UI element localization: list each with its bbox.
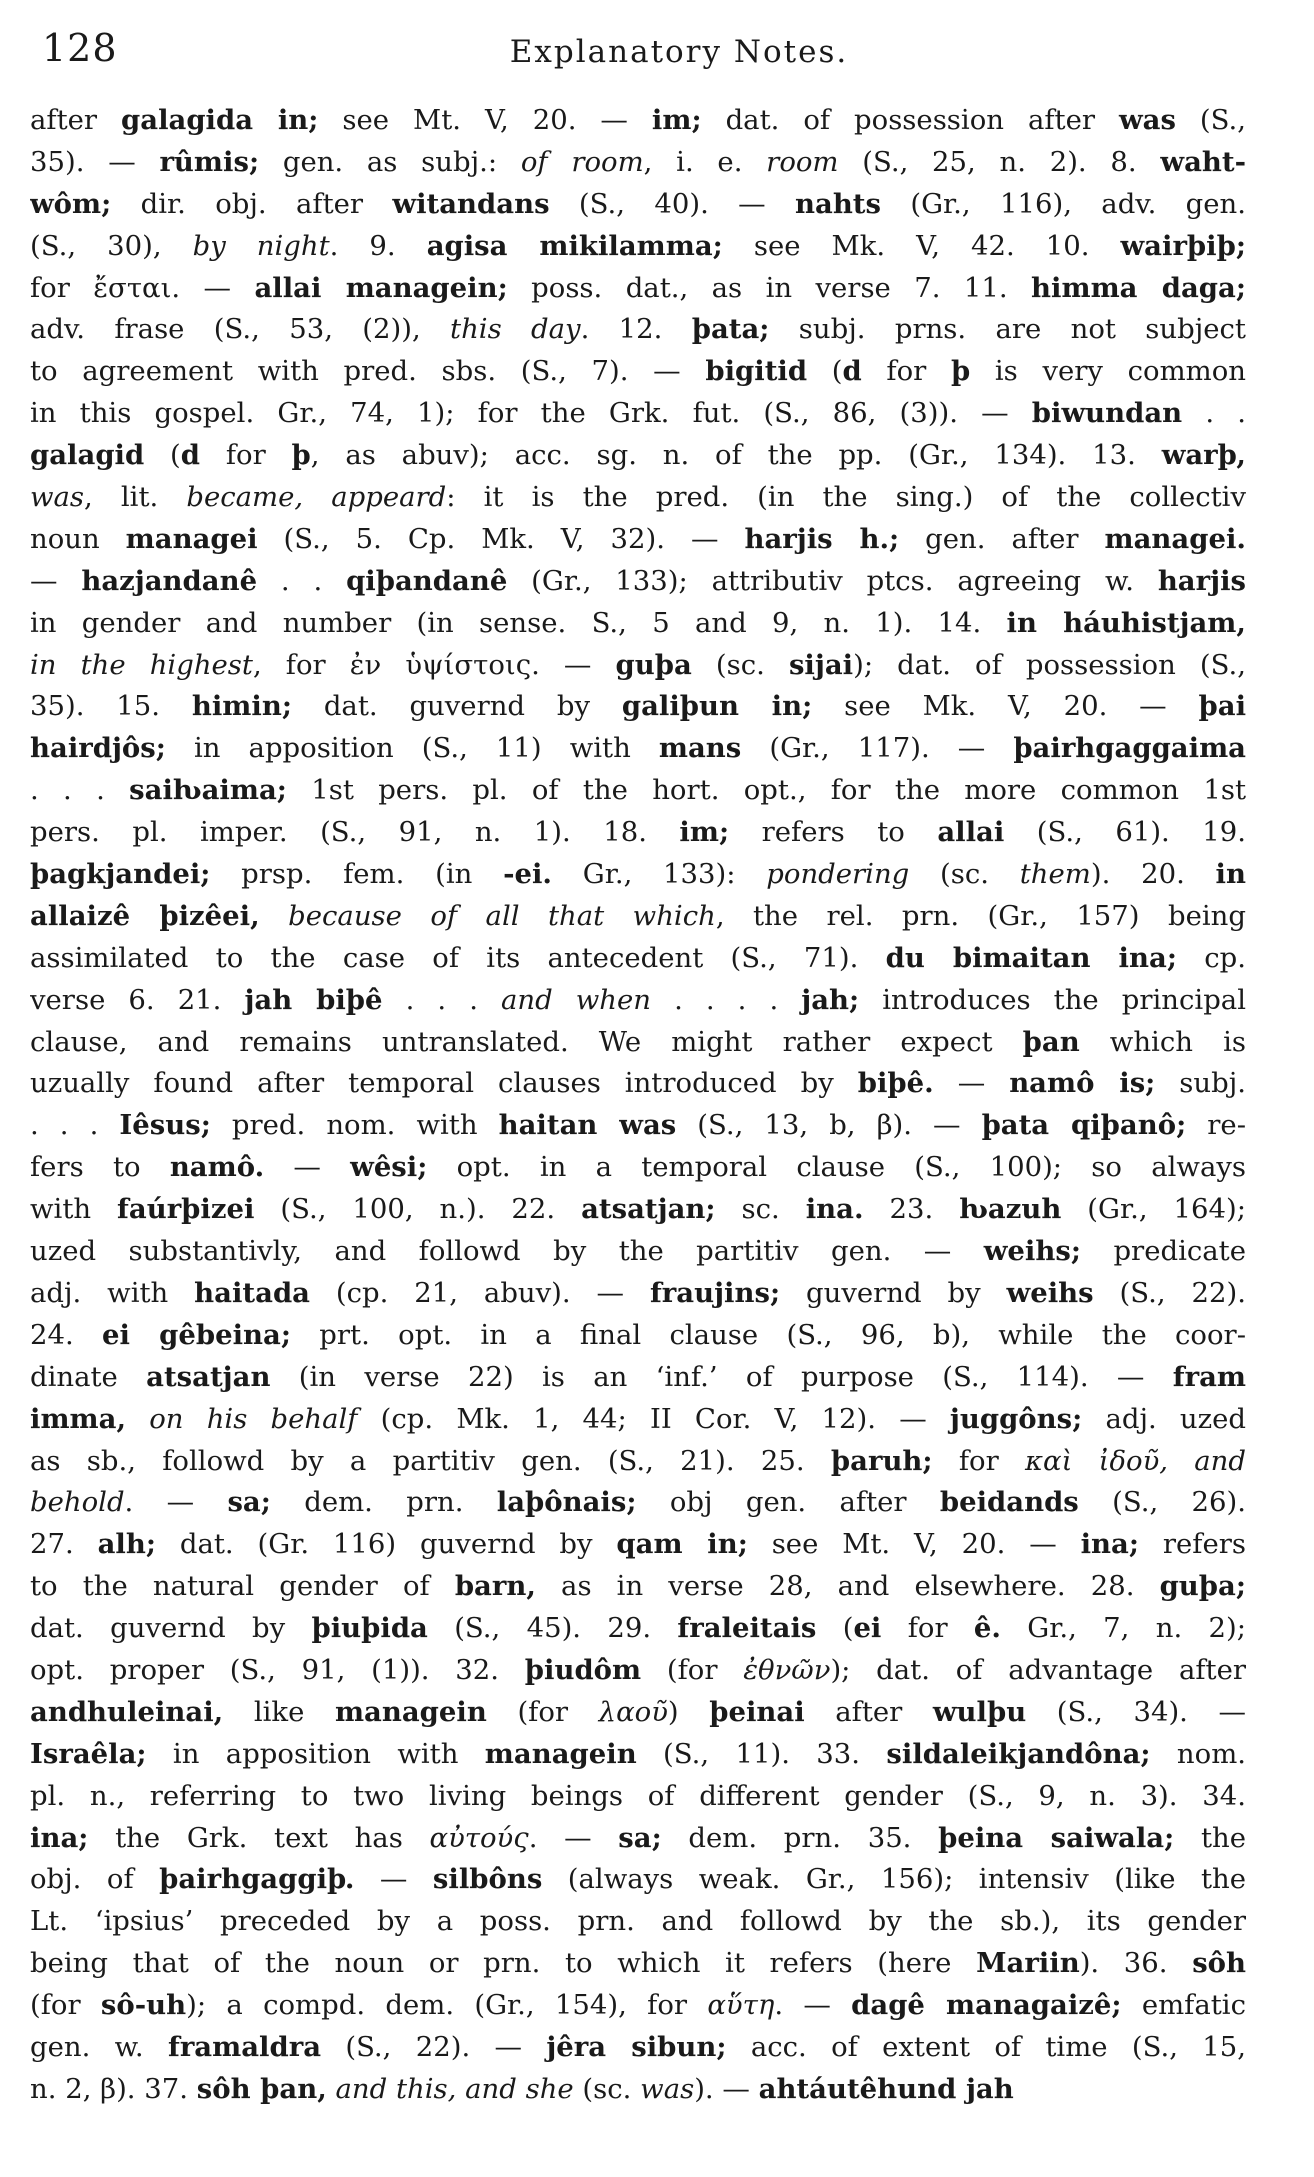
- text-line: was, lit. became, appeard: it is the pred. (in the sing.) of the collectiv: [30, 481, 1246, 514]
- text-line: pers. pl. imper. (S., 91, n. 1). 18. im; refers to allai (S., 61). 19.: [30, 816, 1246, 849]
- text-line: (for sô-uh); a compd. dem. (Gr., 154), for αὕτη. — dagê managaizê; emfatic: [30, 1989, 1246, 2022]
- page-number: 128: [42, 26, 118, 70]
- text-line: hairdjôs; in apposition (S., 11) with mans (Gr., 117). — þairhgaggaima: [30, 732, 1246, 765]
- text-line: for ἔσται. — allai managein; poss. dat., as in verse 7. 11. himma daga;: [30, 271, 1246, 304]
- text-line: clause, and remains untranslated. We might rather expect þan which is: [30, 1025, 1246, 1058]
- text-line: — hazjandanê . . qiþandanê (Gr., 133); attributiv ptcs. agreeing w. harjis: [30, 564, 1246, 597]
- text-line: allaizê þizêei, because of all that which, the rel. prn. (Gr., 157) being: [30, 899, 1246, 932]
- text-line: behold. — sa; dem. prn. laþônais; obj gen. after beidands (S., 26).: [30, 1486, 1246, 1519]
- text-line: n. 2, β). 37. sôh þan, and this, and she (sc. was). — ahtáutêhund jah: [30, 2072, 1014, 2105]
- text-line: 35). 15. himin; dat. guvernd by galiþun in; see Mk. V, 20. — þai: [30, 690, 1246, 723]
- text-line: andhuleinai, like managein (for λαοῦ) þeinai after wulþu (S., 34). —: [30, 1695, 1246, 1728]
- text-line: 24. ei gêbeina; prt. opt. in a final clause (S., 96, b), while the coor-: [30, 1318, 1246, 1351]
- text-line: dinate atsatjan (in verse 22) is an ‘inf.’ of purpose (S., 114). — fram: [30, 1360, 1246, 1393]
- text-line: ina; the Grk. text has αὐτούς. — sa; dem. prn. 35. þeina saiwala; the: [30, 1821, 1246, 1854]
- text-line: . . . saiƕaima; 1st pers. pl. of the hort. opt., for the more common 1st: [30, 774, 1246, 807]
- text-line: pl. n., referring to two living beings of different gender (S., 9, n. 3). 34.: [30, 1779, 1246, 1812]
- text-line: with faúrþizei (S., 100, n.). 22. atsatjan; sc. ina. 23. ƕazuh (Gr., 164);: [30, 1193, 1246, 1226]
- explanatory-notes-text: [30, 100, 1246, 2111]
- text-line: . . . Iêsus; pred. nom. with haitan was (S., 13, b, β). — þata qiþanô; re-: [30, 1109, 1246, 1142]
- text-line: þagkjandei; prsp. fem. (in -ei. Gr., 133): pondering (sc. them). 20. in: [30, 858, 1246, 891]
- text-line: to the natural gender of barn, as in verse 28, and elsewhere. 28. guþa;: [30, 1570, 1246, 1603]
- text-line: imma, on his behalf (cp. Mk. 1, 44; II Cor. V, 12). — juggôns; adj. uzed: [30, 1402, 1246, 1435]
- text-line: 35). — rûmis; gen. as subj.: of room, i. e. room (S., 25, n. 2). 8. waht-: [30, 145, 1246, 178]
- text-line: gen. w. framaldra (S., 22). — jêra sibun; acc. of extent of time (S., 15,: [30, 2030, 1246, 2063]
- text-line: as sb., followd by a partitiv gen. (S., 21). 25. þaruh; for καὶ ἰδοῦ, and: [30, 1444, 1246, 1477]
- text-line: adv. frase (S., 53, (2)), this day. 12. þata; subj. prns. are not subject: [30, 313, 1246, 346]
- text-line: fers to namô. — wêsi; opt. in a temporal clause (S., 100); so always: [30, 1151, 1246, 1184]
- text-line: adj. with haitada (cp. 21, abuv). — fraujins; guvernd by weihs (S., 22).: [30, 1276, 1246, 1309]
- text-line: wôm; dir. obj. after witandans (S., 40). — nahts (Gr., 116), adv. gen.: [30, 187, 1246, 220]
- text-line: obj. of þairhgaggiþ. — silbôns (always weak. Gr., 156); intensiv (like the: [30, 1863, 1246, 1896]
- text-line: after galagida in; see Mt. V, 20. — im; dat. of possession after was (S.,: [30, 104, 1246, 136]
- text-line: (S., 30), by night. 9. agisa mikilamma; see Mk. V, 42. 10. wairþiþ;: [30, 229, 1246, 262]
- running-head: Explanatory Notes.: [509, 34, 849, 70]
- text-line: 27. alh; dat. (Gr. 116) guvernd by qam in; see Mt. V, 20. — ina; refers: [30, 1528, 1246, 1561]
- text-line: uzually found after temporal clauses introduced by biþê. — namô is; subj.: [30, 1067, 1246, 1100]
- text-line: assimilated to the case of its antecedent (S., 71). du bimaitan ina; cp.: [30, 941, 1246, 974]
- text-line: in gender and number (in sense. S., 5 and 9, n. 1). 14. in háuhistjam,: [30, 606, 1246, 639]
- page-header: [32, 22, 1266, 82]
- text-line: Israêla; in apposition with managein (S., 11). 33. sildaleikjandôna; nom.: [30, 1737, 1246, 1770]
- text-line: noun managei (S., 5. Cp. Mk. V, 32). — harjis h.; gen. after managei.: [30, 522, 1246, 555]
- text-line: in this gospel. Gr., 74, 1); for the Grk. fut. (S., 86, (3)). — biwundan . .: [30, 397, 1246, 430]
- text-line: to agreement with pred. sbs. (S., 7). — bigitid (d for þ is very common: [30, 355, 1246, 388]
- text-line: galagid (d for þ, as abuv); acc. sg. n. of the pp. (Gr., 134). 13. warþ,: [30, 439, 1246, 472]
- text-line: opt. proper (S., 91, (1)). 32. þiudôm (for ἐθνῶν); dat. of advantage after: [30, 1653, 1246, 1686]
- text-line: dat. guvernd by þiuþida (S., 45). 29. fraleitais (ei for ê. Gr., 7, n. 2);: [30, 1612, 1246, 1645]
- text-line: being that of the noun or prn. to which it refers (here Mariin). 36. sôh: [30, 1947, 1246, 1980]
- text-line: verse 6. 21. jah biþê . . . and when . . . . jah; introduces the principal: [30, 983, 1246, 1016]
- text-line: Lt. ‘ipsius’ preceded by a poss. prn. and followd by the sb.), its gender: [30, 1905, 1246, 1938]
- text-line: in the highest, for ἐν ὑψίστοις. — guþa (sc. sijai); dat. of possession (S.,: [30, 648, 1246, 681]
- text-line: uzed substantivly, and followd by the partitiv gen. — weihs; predicate: [30, 1235, 1246, 1268]
